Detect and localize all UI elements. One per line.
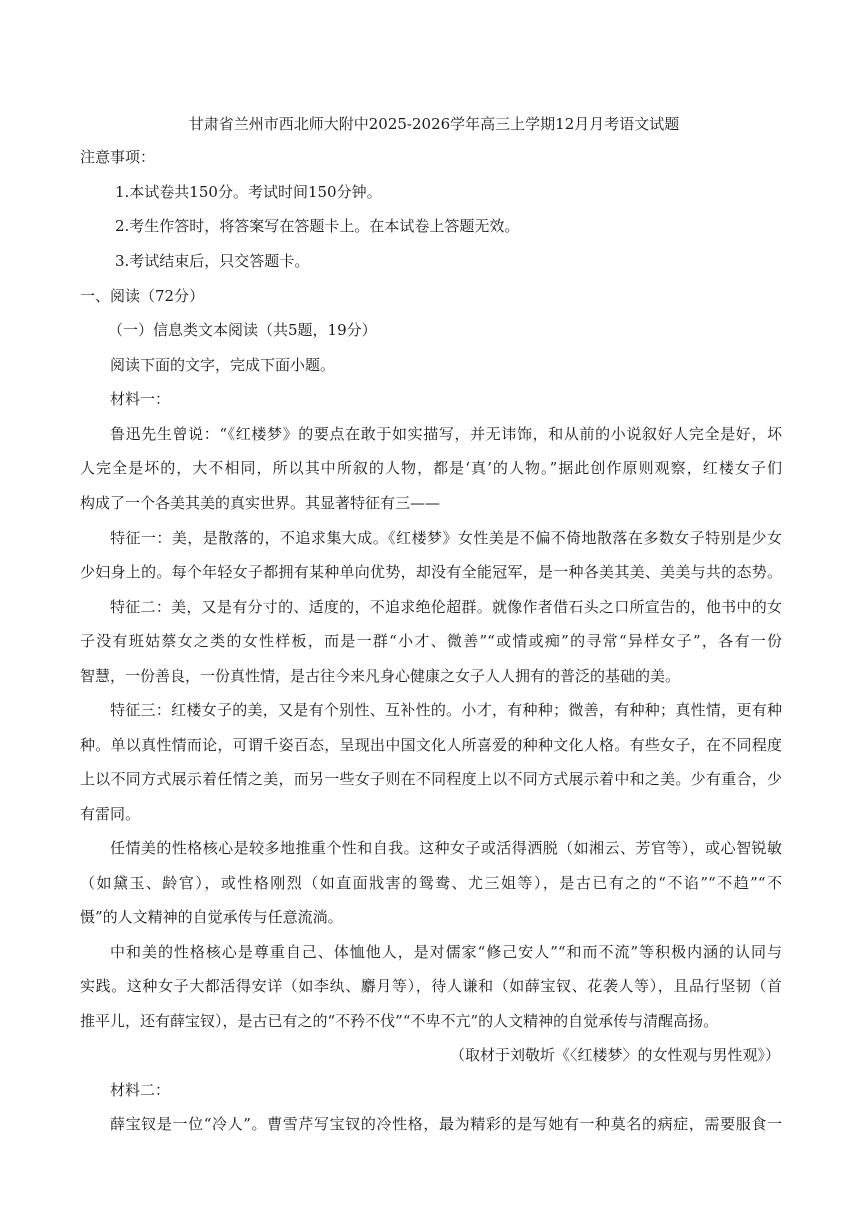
- notice-item: 1.本试卷共150分。考试时间150分钟。: [115, 183, 382, 201]
- paragraph-line: 少妇身上的。每个年轻女子都拥有某种单向优势，却没有全能冠军，是一种各美其美、美美与共的态势。: [80, 563, 782, 581]
- page-title: 甘肃省兰州市西北师大附中2025-2026学年高三上学期12月月考语文试题: [188, 115, 680, 133]
- section-heading: 一、阅读（72分）: [80, 287, 205, 305]
- paragraph-line: 实践。这种女子大都活得安详（如李纨、麝月等），待人谦和（如薛宝钗、花袭人等），且品行坚韧（首: [80, 977, 782, 995]
- subsection-heading: （一）信息类文本阅读（共5题，19分）: [108, 321, 377, 339]
- paragraph-line: 智慧，一份善良，一份真性情，是古往今来凡身心健康之女子人人拥有的普泛的基础的美。: [80, 667, 681, 685]
- paragraph-line: （如黛玉、龄官），或性格刚烈（如直面戕害的鸳鸯、尤三姐等），是古已有之的“不谄”“不趋”“不: [80, 874, 782, 892]
- paragraph-line: 构成了一个各美其美的真实世界。其显著特征有三——: [80, 494, 441, 512]
- paragraph-line: 特征三：红楼女子的美，又是有个别性、互补性的。小才，有种种；微善，有种种；真性情，更有种: [110, 701, 782, 719]
- paragraph-line: 薛宝钗是一位“冷人”。曹雪芹写宝钗的冷性格，最为精彩的是写她有一种莫名的病症，需要服食一: [110, 1115, 782, 1133]
- notice-item: 3.考试结束后，只交答题卡。: [115, 252, 310, 270]
- notice-heading: 注意事项：: [80, 148, 156, 166]
- material-label: 材料一：: [110, 390, 171, 408]
- material-label: 材料二：: [110, 1081, 171, 1099]
- source-citation: （取材于刘敬圻《〈红楼梦〉的女性观与男性观》）: [449, 1046, 780, 1064]
- paragraph-line: 特征一：美，是散落的，不追求集大成。《红楼梦》女性美是不偏不倚地散落在多数女子特别是少女: [110, 529, 782, 547]
- paragraph-line: 推平儿，还有薛宝钗），是古已有之的“不矜不伐”“不卑不亢”的人文精神的自觉承传与清醒高扬。: [80, 1012, 719, 1030]
- paragraph-line: 子没有班姑蔡女之类的女性样板，而是一群“小才、微善”“或情或痴”的寻常“异样女子”，各有一份: [80, 632, 782, 650]
- paragraph-line: 种。单以真性情而论，可谓千姿百态，呈现出中国文化人所喜爱的种种文化人格。有些女子，在不同程度: [80, 736, 782, 754]
- paragraph-line: 慑”的人文精神的自觉承传与任意流淌。: [80, 908, 343, 926]
- paragraph-line: 人完全是坏的，大不相同，所以其中所叙的人物，都是‘真’的人物。”据此创作原则观察，红楼女子们: [80, 459, 782, 477]
- paragraph-line: 上以不同方式展示着任情之美，而另一些女子则在不同程度上以不同方式展示着中和之美。少有重合，少: [80, 770, 782, 788]
- paragraph-line: 特征二：美，又是有分寸的、适度的，不追求绝伦超群。就像作者借石头之口所宣告的，他书中的女: [110, 598, 782, 616]
- paragraph-line: 鲁迅先生曾说：“《红楼梦》的要点在敢于如实描写，并无讳饰，和从前的小说叙好人完全是好，坏: [110, 425, 782, 443]
- paragraph-line: 有雷同。: [80, 805, 141, 823]
- paragraph-line: 任情美的性格核心是较多地推重个性和自我。这种女子或活得洒脱（如湘云、芳官等），或心智锐敏: [110, 839, 782, 857]
- paragraph-line: 中和美的性格核心是尊重自己、体恤他人，是对儒家“修己安人”“和而不流”等积极内涵的认同与: [110, 943, 782, 961]
- notice-item: 2.考生作答时，将答案写在答题卡上。在本试卷上答题无效。: [115, 217, 520, 235]
- reading-instruction: 阅读下面的文字，完成下面小题。: [110, 356, 336, 374]
